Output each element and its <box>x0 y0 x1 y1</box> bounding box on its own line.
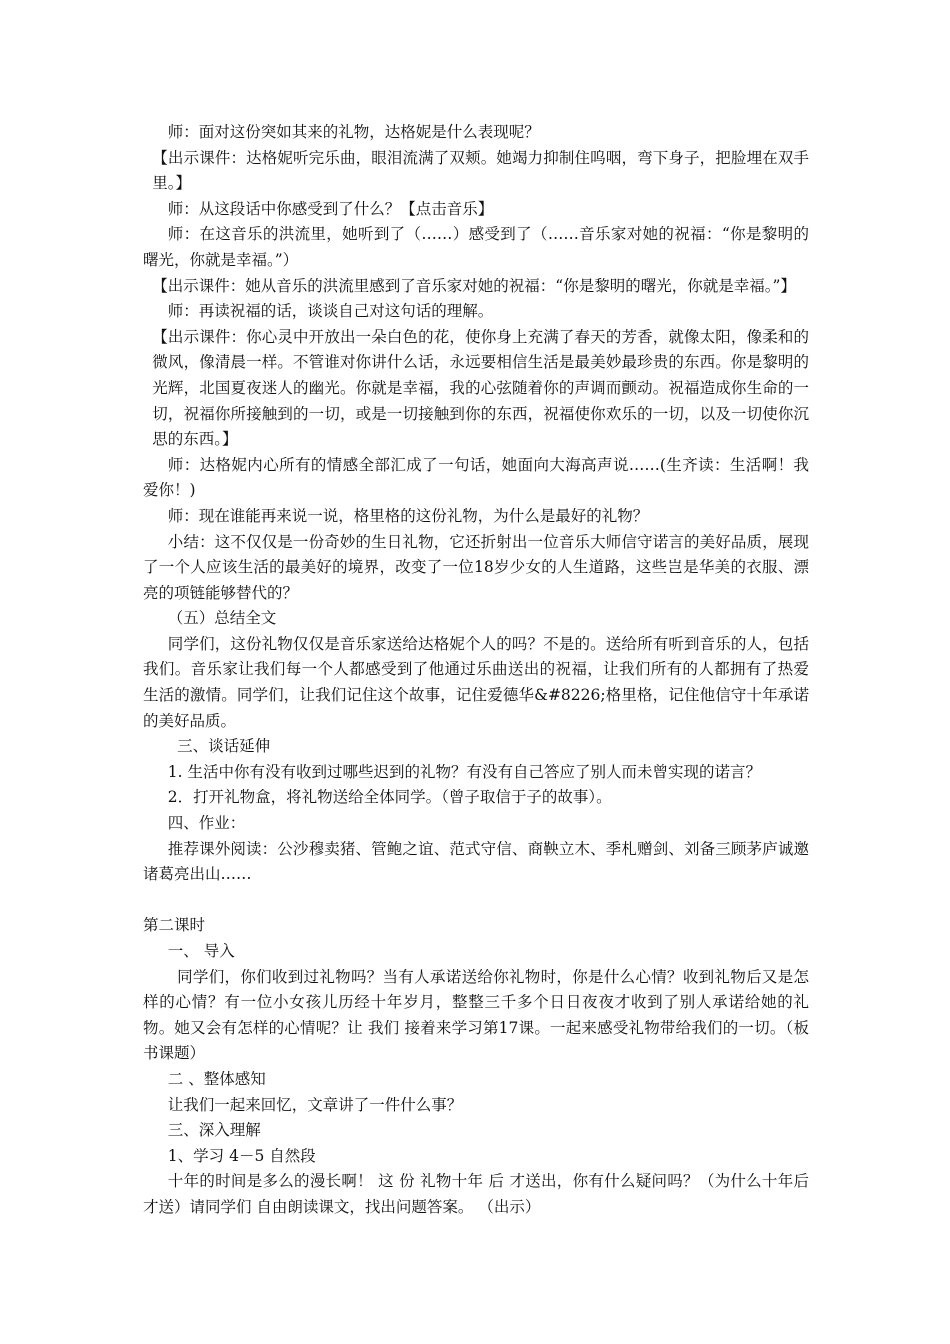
section-heading: （五）总结全文 <box>167 609 277 628</box>
blank-line <box>143 888 809 914</box>
paragraph: 【出示课件：达格妮听完乐曲，眼泪流满了双颊。她竭力抑制住呜咽，弯下身子，把脸埋在双手里。】 <box>152 148 809 193</box>
section-heading: 二 、整体感知 <box>167 1069 266 1088</box>
paragraph: 让我们一起来回忆，文章讲了一件什么事？ <box>167 1095 463 1114</box>
section-heading: 一、 导入 <box>167 942 235 960</box>
section-heading: 四、作业： <box>167 814 246 833</box>
paragraph: 师：在这音乐的洪流里，她听到了（……）感受到了（……音乐家对她的祝福：“你是黎明的曙光，你就是幸福。”） <box>143 225 809 269</box>
paragraph: 同学们，这份礼物仅仅是音乐家送给达格妮个人的吗？不是的。送给所有听到音乐的人，包括我们。音乐家让我们每一个人都感受到了他通过乐曲送出的祝福，让我们所有的人都拥有了热爱生活的激情。同学们，让我们记住这个故事，记住爱德华&#8226;格里格，记住他信守十年承诺的美好品质。 <box>143 634 809 730</box>
subsection-heading: 1、学习 4－5 自然段 <box>167 1146 316 1165</box>
paragraph: 师：达格妮内心所有的情感全部汇成了一句话，她面向大海高声说……(生齐读：生活啊！我爱你！) <box>143 455 809 500</box>
paragraph: 推荐课外阅读：公沙穆卖猪、管鲍之谊、范式守信、商鞅立木、季札赠剑、刘备三顾茅庐诚邀诸葛亮出山…… <box>143 839 809 884</box>
list-item: 2．打开礼物盒，将礼物送给全体同学。（曾子取信于子的故事）。 <box>167 788 612 807</box>
section-heading: 三、深入理解 <box>167 1121 261 1140</box>
document-body <box>143 120 809 1221</box>
paragraph: 【出示课件：她从音乐的洪流里感到了音乐家对她的祝福：“你是黎明的曙光，你就是幸福。”】 <box>152 276 796 295</box>
list-item: 1. 生活中你有没有收到过哪些迟到的礼物？有没有自己答应了别人而未曾实现的诺言？ <box>167 762 762 781</box>
paragraph: 十年的时间是多么的漫长啊！ 这 份 礼物十年 后 才送出，你有什么疑问吗？（为什么十年后才送）请同学们 自由朗读课文，找出问题答案。 （出示） <box>143 1172 809 1216</box>
section-heading: 三、谈话延伸 <box>177 737 271 756</box>
paragraph: 师：从这段话中你感受到了什么？【点击音乐】 <box>167 199 494 218</box>
paragraph: 师：现在谁能再来说一说，格里格的这份礼物，为什么是最好的礼物？ <box>167 506 649 525</box>
paragraph: 师：再读祝福的话，谈谈自己对这句话的理解。 <box>167 302 494 321</box>
paragraph: 小结：这不仅仅是一份奇妙的生日礼物，它还折射出一位音乐大师信守诺言的美好品质，展现了一个人应该生活的最美好的境界，改变了一位18岁少女的人生道路，这些岂是华美的衣服、漂亮的项链能够替代的？ <box>143 532 809 602</box>
lesson-title: 第二课时 <box>143 916 206 935</box>
paragraph: 【出示课件：你心灵中开放出一朵白色的花，使你身上充满了春天的芳香，就像太阳，像柔和的微风，像清晨一样。不管谁对你讲什么话，永远要相信生活是最美妙最珍贵的东西。你是黎明的光辉，北国夏夜迷人的幽光。你就是幸福，我的心弦随着你的声调而颤动。祝福造成你生命的一切，祝福你所接触到的一切，或是一切接触到你的东西，祝福使你欢乐的一切，以及一切使你沉思的东西。】 <box>152 327 809 449</box>
paragraph: 师：面对这份突如其来的礼物，达格妮是什么表现呢？ <box>167 123 540 141</box>
paragraph: 同学们，你们收到过礼物吗？当有人承诺送给你礼物时，你是什么心情？收到礼物后又是怎样的心情？有一位小女孩儿历经十年岁月，整整三千多个日日夜夜才收到了别人承诺给她的礼物。她又会有怎样的心情呢？让 我们 接着来学习第17课。一起来感受礼物带给我们的一切。（板书课题） <box>143 967 809 1063</box>
